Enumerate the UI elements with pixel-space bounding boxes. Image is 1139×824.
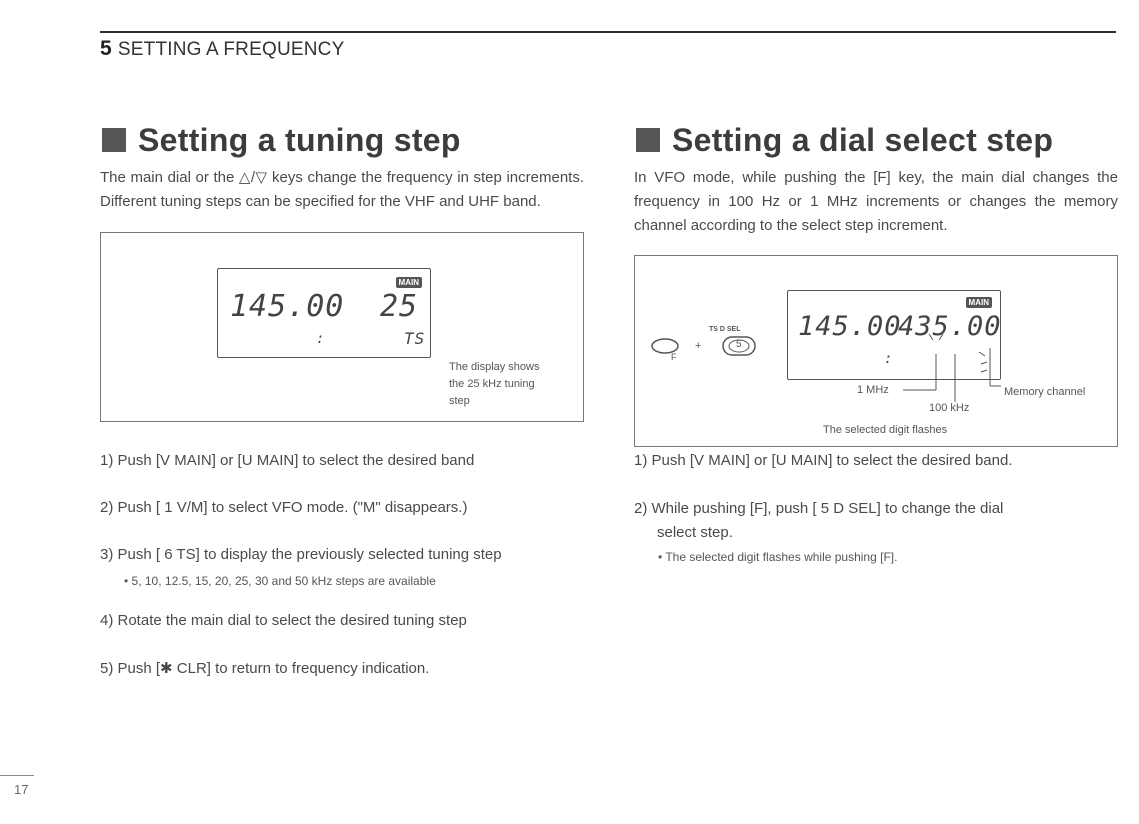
section-number: 5 <box>100 37 112 60</box>
step-2: 2) Push [ 1 V/M] to select VFO mode. ("M" disappears.) <box>100 499 468 516</box>
page-number: 17 <box>14 782 29 797</box>
lcd-frequency-sub: 435.00 <box>898 311 1002 342</box>
step-2-continued: select step. <box>657 524 733 541</box>
step-3: 3) Push [ 6 TS] to display the previously selected tuning step <box>100 546 502 563</box>
key-label: TS D SEL <box>709 326 741 333</box>
step-1: 1) Push [V MAIN] or [U MAIN] to select the desired band. <box>634 452 1013 469</box>
intro-paragraph: In VFO mode, while pushing the [F] key, the main dial changes the frequency in 100 Hz or 1 MHz increments or changes the memory channel according to the select step increment. <box>634 169 1118 234</box>
label-100khz: 100 kHz <box>929 402 970 414</box>
heading-tuning-step <box>100 118 584 162</box>
step-4: 4) Rotate the main dial to select the desired tuning step <box>100 612 467 629</box>
step-2-note: • The selected digit flashes while pushing [F]. <box>658 550 898 564</box>
main-badge: MAIN <box>966 297 992 308</box>
square-bullet-icon <box>636 128 660 152</box>
heading-text: Setting a tuning step <box>138 121 461 158</box>
square-bullet-icon <box>102 128 126 152</box>
display-figure <box>634 255 1118 447</box>
label-1mhz: 1 MHz <box>857 384 889 396</box>
step-1: 1) Push [V MAIN] or [U MAIN] to select the desired band <box>100 452 475 469</box>
display-figure <box>100 232 584 422</box>
plus-sign: + <box>695 340 702 352</box>
heading-text: Setting a dial select step <box>672 121 1054 158</box>
right-column <box>634 118 1118 564</box>
left-column <box>100 118 584 677</box>
intro-paragraph: The main dial or the △/▽ keys change the frequency in step increments. Different tuning steps can be specified for the VHF and UHF band. <box>100 169 584 210</box>
figure-caption <box>449 359 540 410</box>
lcd-colon: : <box>316 331 326 347</box>
f-key-label: F <box>671 352 677 362</box>
lcd-step-value: 25 <box>380 289 419 324</box>
lcd-ts-indicator: TS <box>404 329 426 348</box>
step-3-note: • 5, 10, 12.5, 15, 20, 25, 30 and 50 kHz steps are available <box>124 574 436 588</box>
lcd-frequency: 145.00 <box>230 289 345 324</box>
pointer-lines <box>635 256 1119 446</box>
lcd-colon: : <box>884 351 894 367</box>
top-rule <box>100 31 1116 33</box>
page-number-rule <box>0 775 34 776</box>
step-5: 5) Push [✱ CLR] to return to frequency indication. <box>100 660 430 677</box>
lcd-display <box>217 268 431 358</box>
key-number: 5 <box>736 339 742 350</box>
lcd-frequency-main: 145.00 <box>798 311 902 342</box>
step-2: 2) While pushing [F], push [ 5 D SEL] to change the dial <box>634 500 1004 517</box>
figure-caption: The selected digit flashes <box>823 424 948 436</box>
section-title: SETTING A FREQUENCY <box>117 39 345 60</box>
section-header <box>100 37 344 61</box>
heading-dial-select-step <box>634 118 1118 162</box>
label-memory-channel: Memory channel <box>1004 386 1086 398</box>
caption-line: The display shows <box>449 361 540 373</box>
caption-line: the 25 kHz tuning <box>449 378 535 390</box>
caption-line: step <box>449 395 470 407</box>
main-badge: MAIN <box>396 277 422 288</box>
